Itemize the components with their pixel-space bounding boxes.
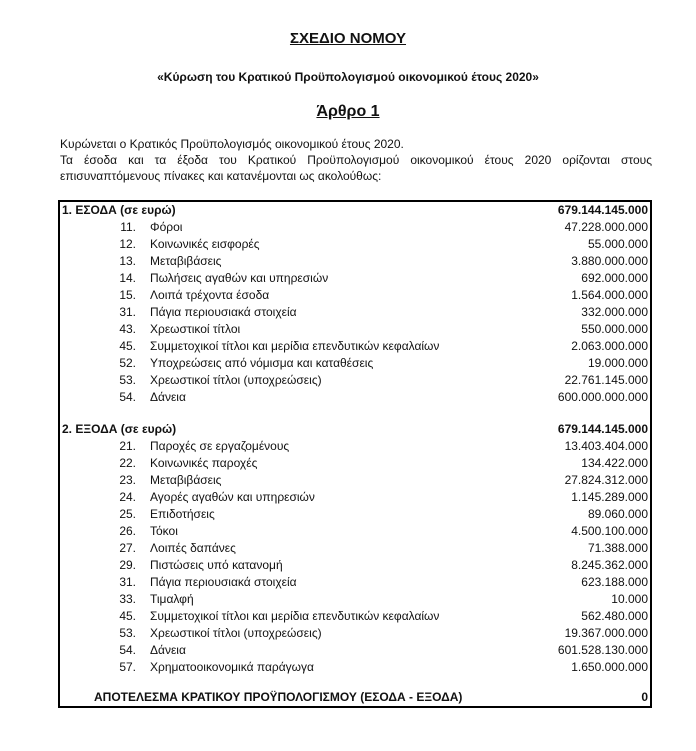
item-code: 26.	[119, 524, 136, 538]
table-row	[60, 659, 650, 676]
revenue-header-row	[60, 202, 650, 219]
result-value: 0	[641, 690, 648, 704]
item-code: 45.	[119, 339, 136, 353]
item-label: Πάγια περιουσιακά στοιχεία	[150, 575, 297, 589]
item-code: 33.	[119, 592, 136, 606]
item-code: 31.	[119, 305, 136, 319]
item-amount: 332.000.000	[581, 305, 648, 319]
intro-line-2: Τα έσοδα και τα έξοδα του Κρατικού Προϋπολογισμού οικονομικού έτους 2020 ορίζονται στους επισυναπτόμενους πίνακες και κατανέμονται ως ακολούθως:	[60, 153, 652, 183]
item-label: Συμμετοχικοί τίτλοι και μερίδια επενδυτικών κεφαλαίων	[150, 609, 440, 623]
item-code: 53.	[119, 626, 136, 640]
item-amount: 47.228.000.000	[564, 220, 648, 234]
item-code: 11.	[120, 220, 136, 234]
document-title: ΣΧΕΔΙΟ ΝΟΜΟΥ	[289, 30, 407, 47]
article-heading: Άρθρο 1	[316, 103, 380, 120]
item-amount: 55.000.000	[587, 237, 648, 251]
item-code: 22.	[119, 456, 136, 470]
item-label: Δάνεια	[150, 643, 186, 657]
item-label: Μεταβιβάσεις	[150, 254, 222, 268]
item-label: Δάνεια	[150, 390, 186, 404]
table-row	[60, 236, 650, 253]
item-code: 27.	[119, 541, 136, 555]
item-amount: 623.188.000	[581, 575, 648, 589]
item-amount: 13.403.404.000	[564, 439, 648, 453]
item-amount: 10.000	[611, 592, 648, 606]
item-label: Τόκοι	[150, 524, 178, 538]
table-row	[60, 625, 650, 642]
item-code: 23.	[119, 473, 136, 487]
item-code: 43.	[119, 322, 136, 336]
table-row	[60, 455, 650, 472]
item-label: Λοιπά τρέχοντα έσοδα	[150, 288, 270, 302]
table-row	[60, 372, 650, 389]
item-label: Χρηματοοικονομικά παράγωγα	[150, 660, 314, 674]
table-row	[60, 270, 650, 287]
item-amount: 2.063.000.000	[571, 339, 648, 353]
item-amount: 22.761.145.000	[564, 373, 648, 387]
table-row	[60, 523, 650, 540]
item-amount: 562.480.000	[581, 609, 648, 623]
item-label: Χρεωστικοί τίτλοι (υποχρεώσεις)	[150, 373, 322, 387]
table-row	[60, 574, 650, 591]
item-code: 24.	[119, 490, 136, 504]
table-row	[60, 608, 650, 625]
table-row	[60, 355, 650, 372]
item-amount: 134.422.000	[581, 456, 648, 470]
item-amount: 4.500.100.000	[571, 524, 648, 538]
item-amount: 601.528.130.000	[557, 643, 648, 657]
table-row	[60, 321, 650, 338]
table-row	[60, 540, 650, 557]
item-code: 14.	[119, 271, 136, 285]
item-label: Χρεωστικοί τίτλοι (υποχρεώσεις)	[150, 626, 322, 640]
result-label: ΑΠΟΤΕΛΕΣΜΑ ΚΡΑΤΙΚΟΥ ΠΡΟΫΠΟΛΟΓΙΣΜΟΥ (ΕΣΟΔΑ - ΕΞΟΔΑ)	[94, 690, 463, 704]
item-code: 25.	[119, 507, 136, 521]
item-code: 52.	[119, 356, 136, 370]
intro-line-1: Κυρώνεται ο Κρατικός Προϋπολογισμός οικονομικού έτους 2020.	[60, 137, 404, 151]
item-label: Χρεωστικοί τίτλοι	[150, 322, 241, 336]
item-code: 15.	[119, 288, 136, 302]
table-row	[60, 557, 650, 574]
item-amount: 19.367.000.000	[564, 626, 648, 640]
item-code: 29.	[119, 558, 136, 572]
item-amount: 3.880.000.000	[571, 254, 648, 268]
item-code: 45.	[119, 609, 136, 623]
item-amount: 550.000.000	[581, 322, 648, 336]
result-row	[60, 689, 650, 706]
document-subtitle: «Κύρωση του Κρατικού Προϋπολογισμού οικονομικού έτους 2020»	[157, 70, 539, 84]
item-label: Φόροι	[150, 220, 183, 234]
table-row	[60, 304, 650, 321]
item-code: 54.	[119, 643, 136, 657]
item-label: Κοινωνικές εισφορές	[150, 237, 260, 251]
table-row	[60, 642, 650, 659]
expenses-title: 2. ΕΞΟΔΑ (σε ευρώ)	[62, 422, 177, 436]
item-amount: 1.145.289.000	[571, 490, 648, 504]
item-amount: 89.060.000	[587, 507, 648, 521]
expenses-total: 679.144.145.000	[557, 422, 648, 436]
table-row	[60, 389, 650, 406]
item-label: Πάγια περιουσιακά στοιχεία	[150, 305, 297, 319]
item-label: Πιστώσεις υπό κατανομή	[150, 558, 283, 572]
item-label: Κοινωνικές παροχές	[150, 456, 258, 470]
item-code: 57.	[119, 660, 136, 674]
item-label: Υποχρεώσεις από νόμισμα και καταθέσεις	[150, 356, 374, 370]
table-row	[60, 287, 650, 304]
item-label: Πωλήσεις αγαθών και υπηρεσιών	[150, 271, 329, 285]
item-code: 12.	[119, 237, 136, 251]
item-amount: 8.245.362.000	[571, 558, 648, 572]
item-code: 54.	[119, 390, 136, 404]
item-amount: 600.000.000.000	[557, 390, 648, 404]
table-row	[60, 506, 650, 523]
table-row	[60, 489, 650, 506]
table-row	[60, 472, 650, 489]
item-amount: 27.824.312.000	[564, 473, 648, 487]
item-label: Λοιπές δαπάνες	[150, 541, 236, 555]
item-amount: 1.650.000.000	[571, 660, 648, 674]
item-code: 13.	[119, 254, 136, 268]
table-row	[60, 438, 650, 455]
item-amount: 692.000.000	[581, 271, 648, 285]
item-amount: 1.564.000.000	[571, 288, 648, 302]
revenue-total: 679.144.145.000	[557, 203, 648, 217]
revenue-title: 1. ΕΣΟΔΑ (σε ευρώ)	[62, 203, 176, 217]
item-label: Συμμετοχικοί τίτλοι και μερίδια επενδυτικών κεφαλαίων	[150, 339, 440, 353]
table-row	[60, 591, 650, 608]
item-label: Παροχές σε εργαζομένους	[150, 439, 290, 453]
table-row	[60, 253, 650, 270]
item-label: Αγορές αγαθών και υπηρεσιών	[150, 490, 315, 504]
table-row	[60, 338, 650, 355]
item-label: Μεταβιβάσεις	[150, 473, 222, 487]
item-label: Επιδοτήσεις	[150, 507, 215, 521]
item-code: 21.	[119, 439, 136, 453]
intro-text	[60, 136, 652, 184]
item-code: 53.	[119, 373, 136, 387]
expenses-header-row	[60, 421, 650, 438]
item-label: Τιμαλφή	[150, 592, 194, 606]
item-amount: 19.000.000	[587, 356, 648, 370]
budget-table	[58, 200, 652, 708]
item-amount: 71.388.000	[587, 541, 648, 555]
item-code: 31.	[119, 575, 136, 589]
table-row	[60, 219, 650, 236]
